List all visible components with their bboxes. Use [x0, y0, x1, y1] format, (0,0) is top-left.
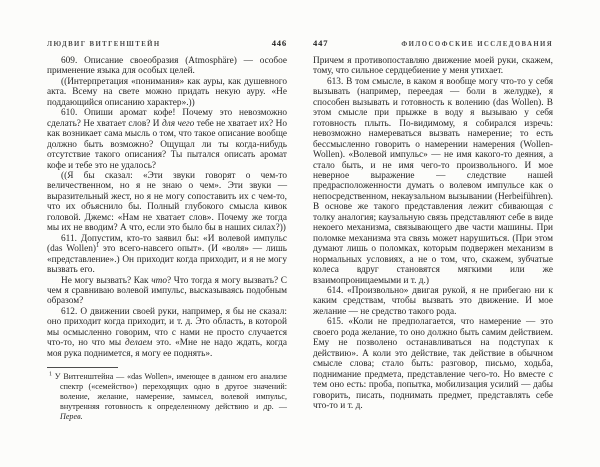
page-body-left [47, 56, 287, 359]
page-right [313, 38, 553, 411]
page-number: 447 [313, 38, 329, 48]
running-head-left [47, 38, 287, 48]
paragraph: Причем я противопоставляю движение моей руки, скажем, тому, что сильное сердцебиение у меня утихает. [313, 56, 553, 77]
running-title: ЛЮДВИГ ВИТГЕНШТЕЙН [47, 41, 161, 48]
paragraph: 610. Опиши аромат кофе! Почему это невозможно сделать? Не хватает слов? И для чего тебе не хватает их? Но как возникает сама мысль о том, что такое описание вообще должно быть возможно? Ощущал ли ты когда-нибудь отсутствие такого описания? Ты пытался описать аромат кофе и тебе это не удалось? [47, 108, 287, 171]
page-number: 446 [271, 38, 287, 48]
paragraph: 615. «Коли не предполагается, что намерение — это своего рода желание, то оно должно быть самим действием. Ему не позволено останавливаться на подступах к действию». А коли это действие, так действие в обычном смысле слова; стало быть: разговор, письмо, ходьба, поднимание предмета, представление чего-то. Но вместе с тем оно есть: проба, попытка, мобилизация усилий — дабы говорить, писать, поднимать предмет, представлять себе что-то и т. д. [313, 317, 553, 411]
page-left [47, 38, 287, 422]
paragraph: 614. «Произвольно» двигая рукой, я не прибегаю ни к каким средствам, чтобы вызвать это движение. И мое желание — не средство такого рода. [313, 285, 553, 317]
paragraph: 613. В том смысле, в каком я вообще могу что-то у себя вызывать (например, переедая — боли в желудке), я способен вызывать и готовность к волению (das Wollen). В этом смысле при прыжке в воду я вызываю у себя готовность плыть. По-видимому, я собирался изречь: невозможно намереваться вызвать намерение; то есть бессмысленно говорить о намерении намерения (Wollen-Wollen). «Волевой импульс» — не имя какого-то деяния, а стало быть, и не имя чего-то произвольного. И мое неверное выражение — следствие нашей предрасположенности думать о волевом импульсе как о непосредственном, некаузальном вызывании (Herbeiführen). В основе же такого представления лежит сбивающая с толку аналогия; каузальную связь представляют себе в виде некоего механизма, связывающего две части машины. При поломке механизма эта связь может нарушиться. (При этом думают лишь о поломках, которым подвержен механизм в нормальных условиях, а не о том, что, скажем, зубчатые колеса вдруг становятся мягкими или же взаимопроницаемыми и т. д.) [313, 76, 553, 286]
paragraph: Не могу вызвать? Как что? Что тогда я могу вызвать? С чем я сравниваю волевой импульс, высказываясь подобным образом? [47, 275, 288, 307]
footnote-separator [47, 367, 118, 368]
paragraph: ((Интерпретация «понимания» как ауры, как душевного акта. Всему на свете можно придать некую ауру. «Не поддающийся описанию характер».)) [47, 76, 287, 108]
paragraph: 611. Допустим, кто-то заявил бы: «И волевой импульс (das Wollen)$^1$ это всего-навсего опыт». (И «воля» — лишь «представление».) Он приходит когда приходит, и я не могу вызвать его. [47, 233, 287, 276]
paragraph: 609. Описание своеобразия (Atmosphäre) — особое применение языка для особых целей. [47, 56, 287, 77]
footnote-text: $^1$ У Витгенштейна — «das Wollen», имеющее в данном его анализе спектр («семейство») переходящих одно в другое значений: воление, желание, намерение, замысел, волевой импульс, внутренняя готовность к определенному действию и др. — Перев. [49, 371, 287, 421]
running-head-right [313, 38, 553, 48]
paragraph: 612. О движении своей руки, например, я бы не сказал: оно приходит когда приходит, и т. д. Это область, в которой мы осмысленно говорим, что с нами не просто случается что-то, но что мы делаем это. «Мне не надо ждать, когда моя рука поднимется, я могу ее поднять». [47, 306, 288, 359]
footnote-left [47, 372, 287, 422]
running-title: ФИЛОСОФСКИЕ ИССЛЕДОВАНИЯ [401, 41, 553, 48]
page-body-right [313, 56, 553, 411]
paragraph: ((Я бы сказал: «Эти звуки говорят о чем-то величественном, но я не знаю о чем». Эти звуки — выразительный жест, но я не могу сопоставить их с чем-то, что их объяснило бы. Полный глубокого смысла кивок головой. Джемс: «Нам не хватает слов». Почему же тогда мы их не вводим? А что, если это было бы в наших силах?)) [47, 170, 287, 234]
